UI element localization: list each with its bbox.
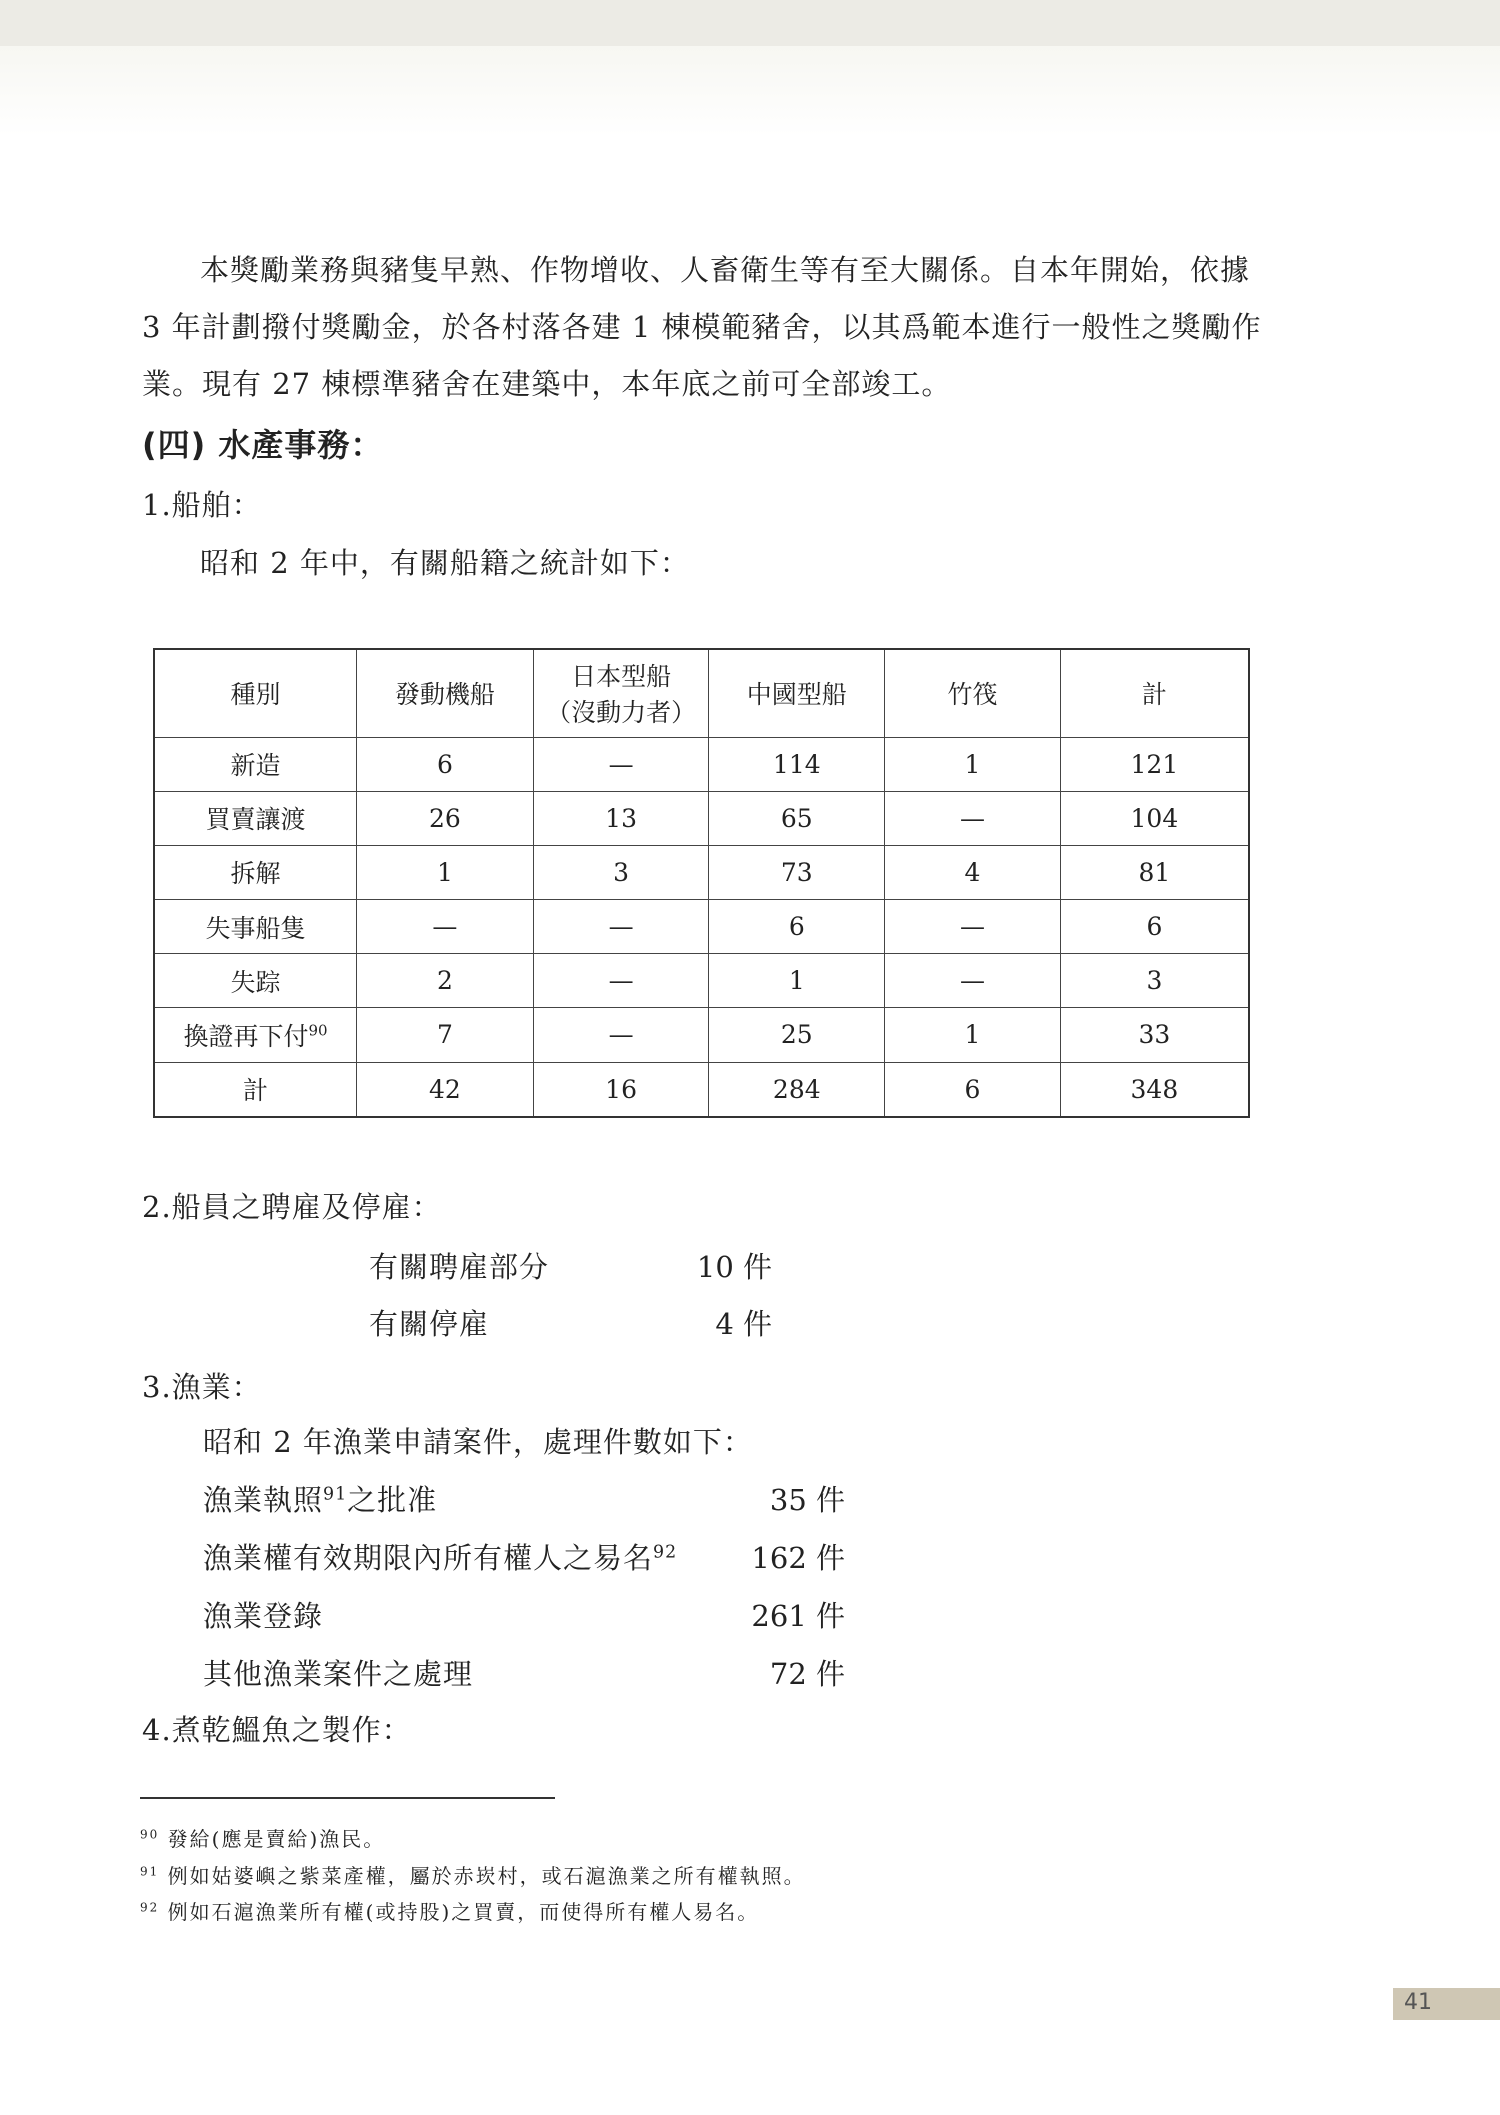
table-cell: —: [533, 900, 709, 954]
footnote-ref-91: 91: [323, 1484, 348, 1505]
table-cell: —: [533, 737, 709, 791]
row-label: 失踪: [154, 954, 357, 1008]
crew-title: 2.船員之聘雇及停雇：: [142, 1190, 442, 1224]
table-cell: 348: [1060, 1062, 1249, 1117]
top-scan-shadow: [0, 46, 1500, 136]
table-row: [154, 845, 1249, 899]
ships-title: 1.船舶：: [142, 488, 262, 522]
row-label: 失事船隻: [154, 900, 357, 954]
footnote-92: $^{92}$ 例如石滬漁業所有權(或持股)之買賣，而使得所有權人易名。: [140, 1900, 760, 1924]
table-cell: 13: [533, 791, 709, 845]
table-cell: 73: [709, 845, 885, 899]
ship-registry-table: [153, 648, 1250, 1118]
footnote-91: $^{91}$ 例如姑婆嶼之紫菜產權，屬於赤崁村，或石滬漁業之所有權執照。: [140, 1864, 806, 1888]
fishery-intro: 昭和 2 年漁業申請案件，處理件數如下：: [203, 1425, 753, 1459]
table-cell: 25: [709, 1008, 885, 1062]
table-cell: 4: [885, 845, 1061, 899]
crew-item-label: 有關聘雇部分: [369, 1250, 550, 1284]
section-heading: (四) 水產事務：: [142, 426, 384, 464]
table-cell: 1: [885, 1008, 1061, 1062]
top-scan-band: [0, 0, 1500, 46]
table-cell: 114: [709, 737, 885, 791]
fishery-item-label: 漁業權有效期限內所有權人之易名$^{92}$: [203, 1541, 678, 1575]
table-row: [154, 954, 1249, 1008]
table-row: [154, 900, 1249, 954]
page-number: 41: [1404, 1990, 1432, 2015]
table-row: [154, 737, 1249, 791]
table-cell: 121: [1060, 737, 1249, 791]
header-chinese-ship: 中國型船: [709, 649, 885, 737]
crew-item-label: 有關停雇: [369, 1307, 490, 1341]
table-cell: 6: [885, 1062, 1061, 1117]
table-row: [154, 791, 1249, 845]
table-cell: —: [533, 954, 709, 1008]
row-label: 買賣讓渡: [154, 791, 357, 845]
table-cell: —: [885, 791, 1061, 845]
header-motor-ship: 發動機船: [357, 649, 534, 737]
table-cell: 1: [357, 845, 534, 899]
row-label: 新造: [154, 737, 357, 791]
row-label: 換證再下付$^{90}$: [154, 1008, 357, 1062]
row-label: 拆解: [154, 845, 357, 899]
table-cell: 26: [357, 791, 534, 845]
fishery-item-count: 35 件: [769, 1483, 845, 1517]
table-cell: 6: [1060, 900, 1249, 954]
table-cell: 7: [357, 1008, 534, 1062]
header-raft: 竹筏: [885, 649, 1061, 737]
header-total: 計: [1060, 649, 1249, 737]
table-cell: 284: [709, 1062, 885, 1117]
table-cell: —: [885, 900, 1061, 954]
fishery-item-count: 261 件: [751, 1599, 845, 1633]
table-cell: 1: [709, 954, 885, 1008]
table-cell: 65: [709, 791, 885, 845]
header-japanese-ship: 日本型船 （沒動力者）: [533, 649, 709, 737]
table-header-row: [154, 649, 1249, 737]
footnote-90: $^{90}$ 發給(應是賣給)漁民。: [140, 1827, 386, 1851]
footnote-ref-90: 90: [308, 1021, 328, 1040]
table-cell: —: [533, 1008, 709, 1062]
fishery-item-label: 漁業登錄: [203, 1599, 324, 1633]
table-row: [154, 1008, 1249, 1062]
table-cell: 104: [1060, 791, 1249, 845]
table-cell: 3: [1060, 954, 1249, 1008]
fishery-item-label: 漁業執照$^{91}$之批准: [203, 1483, 438, 1517]
ships-intro: 昭和 2 年中，有關船籍之統計如下：: [200, 546, 690, 580]
table-cell: 6: [709, 900, 885, 954]
table-cell: 16: [533, 1062, 709, 1117]
header-type: 種別: [154, 649, 357, 737]
table-cell: 1: [885, 737, 1061, 791]
table-cell: —: [885, 954, 1061, 1008]
table-cell: 2: [357, 954, 534, 1008]
table-cell: 6: [357, 737, 534, 791]
sardine-title: 4.煮乾鰮魚之製作：: [142, 1713, 412, 1747]
fishery-title: 3.漁業：: [142, 1370, 262, 1404]
table-cell: 42: [357, 1062, 534, 1117]
intro-paragraph: 本獎勵業務與豬隻早熟、作物增收、人畜衛生等有至大關係。自本年開始，依據 3 年計劃撥付獎勵金，於各村落各建 1 棟模範豬舍，以其爲範本進行一般性之獎勵作業。現有 27 棟標準豬舍在建築中，本年底之前可全部竣工。: [142, 253, 1262, 401]
table-cell: 81: [1060, 845, 1249, 899]
crew-item-count: 4 件: [715, 1307, 772, 1341]
fishery-item-count: 162 件: [751, 1541, 845, 1575]
crew-item-count: 10 件: [696, 1250, 772, 1284]
table-row: [154, 1062, 1249, 1117]
fishery-item-label: 其他漁業案件之處理: [203, 1657, 474, 1691]
table-cell: 33: [1060, 1008, 1249, 1062]
table-cell: 3: [533, 845, 709, 899]
footnote-ref-92: 92: [653, 1542, 678, 1563]
table-cell: —: [357, 900, 534, 954]
row-label: 計: [154, 1062, 357, 1117]
footnote-divider: [140, 1797, 555, 1799]
fishery-item-count: 72 件: [769, 1657, 845, 1691]
